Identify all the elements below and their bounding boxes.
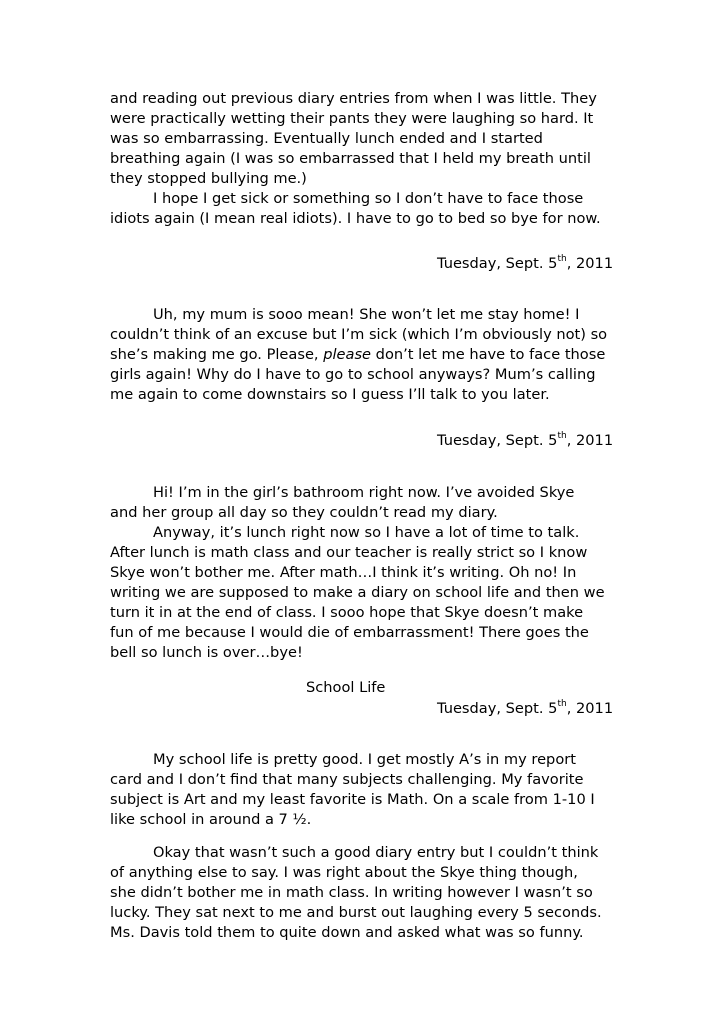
- text-line: were practically wetting their pants they were laughing so hard. It: [110, 110, 594, 127]
- text-line: idiots again (I mean real idiots). I have to go to bed so bye for now.: [110, 210, 601, 227]
- text-line: and her group all day so they couldn’t read my diary.: [110, 504, 498, 521]
- text-line: Uh, my mum is sooo mean! She won’t let me stay home! I: [153, 306, 580, 323]
- text-line: fun of me because I would die of embarrassment! There goes the: [110, 624, 589, 641]
- text-line: My school life is pretty good. I get mostly A’s in my report: [153, 751, 576, 768]
- text-line: Hi! I’m in the girl’s bathroom right now. I’ve avoided Skye: [153, 484, 575, 501]
- text-line: After lunch is math class and our teacher is really strict so I know: [110, 544, 588, 561]
- text-line: she didn’t bother me in math class. In writing however I wasn’t so: [110, 884, 593, 901]
- text-line: like school in around a 7 ½.: [110, 811, 312, 828]
- text-line: subject is Art and my least favorite is Math. On a scale from 1-10 I: [110, 791, 595, 808]
- text-line: me again to come downstairs so I guess I’ll talk to you later.: [110, 386, 550, 403]
- text-line: girls again! Why do I have to go to school anyways? Mum’s calling: [110, 366, 596, 383]
- text-line: Skye won’t bother me. After math…I think it’s writing. Oh no! In: [110, 564, 577, 581]
- entry-date: Tuesday, Sept. 5th, 2011: [437, 699, 614, 717]
- text-line: Okay that wasn’t such a good diary entry but I couldn’t think: [153, 844, 599, 861]
- text-line: they stopped bullying me.): [110, 170, 307, 187]
- text-line: Anyway, it’s lunch right now so I have a lot of time to talk.: [153, 524, 580, 541]
- text-line: breathing again (I was so embarrassed that I held my breath until: [110, 150, 591, 167]
- text-line: and reading out previous diary entries from when I was little. They: [110, 90, 597, 107]
- entry-date: Tuesday, Sept. 5th, 2011: [437, 431, 614, 449]
- section-title: School Life: [306, 679, 386, 696]
- text-line: card and I don’t find that many subjects challenging. My favorite: [110, 771, 584, 788]
- text-line: of anything else to say. I was right about the Skye thing though,: [110, 864, 578, 881]
- text-line: Ms. Davis told them to quite down and asked what was so funny.: [110, 924, 584, 941]
- text-line: she’s making me go. Please, please don’t let me have to face those: [110, 346, 606, 363]
- text-line: bell so lunch is over…bye!: [110, 644, 303, 661]
- text-line: turn it in at the end of class. I sooo hope that Skye doesn’t make: [110, 604, 584, 621]
- text-line: couldn’t think of an excuse but I’m sick (which I’m obviously not) so: [110, 326, 608, 343]
- text-line: I hope I get sick or something so I don’t have to face those: [153, 190, 584, 207]
- entry-date: Tuesday, Sept. 5th, 2011: [437, 254, 614, 272]
- text-line: was so embarrassing. Eventually lunch ended and I started: [110, 130, 543, 147]
- text-line: lucky. They sat next to me and burst out laughing every 5 seconds.: [110, 904, 602, 921]
- text-line: writing we are supposed to make a diary on school life and then we: [110, 584, 605, 601]
